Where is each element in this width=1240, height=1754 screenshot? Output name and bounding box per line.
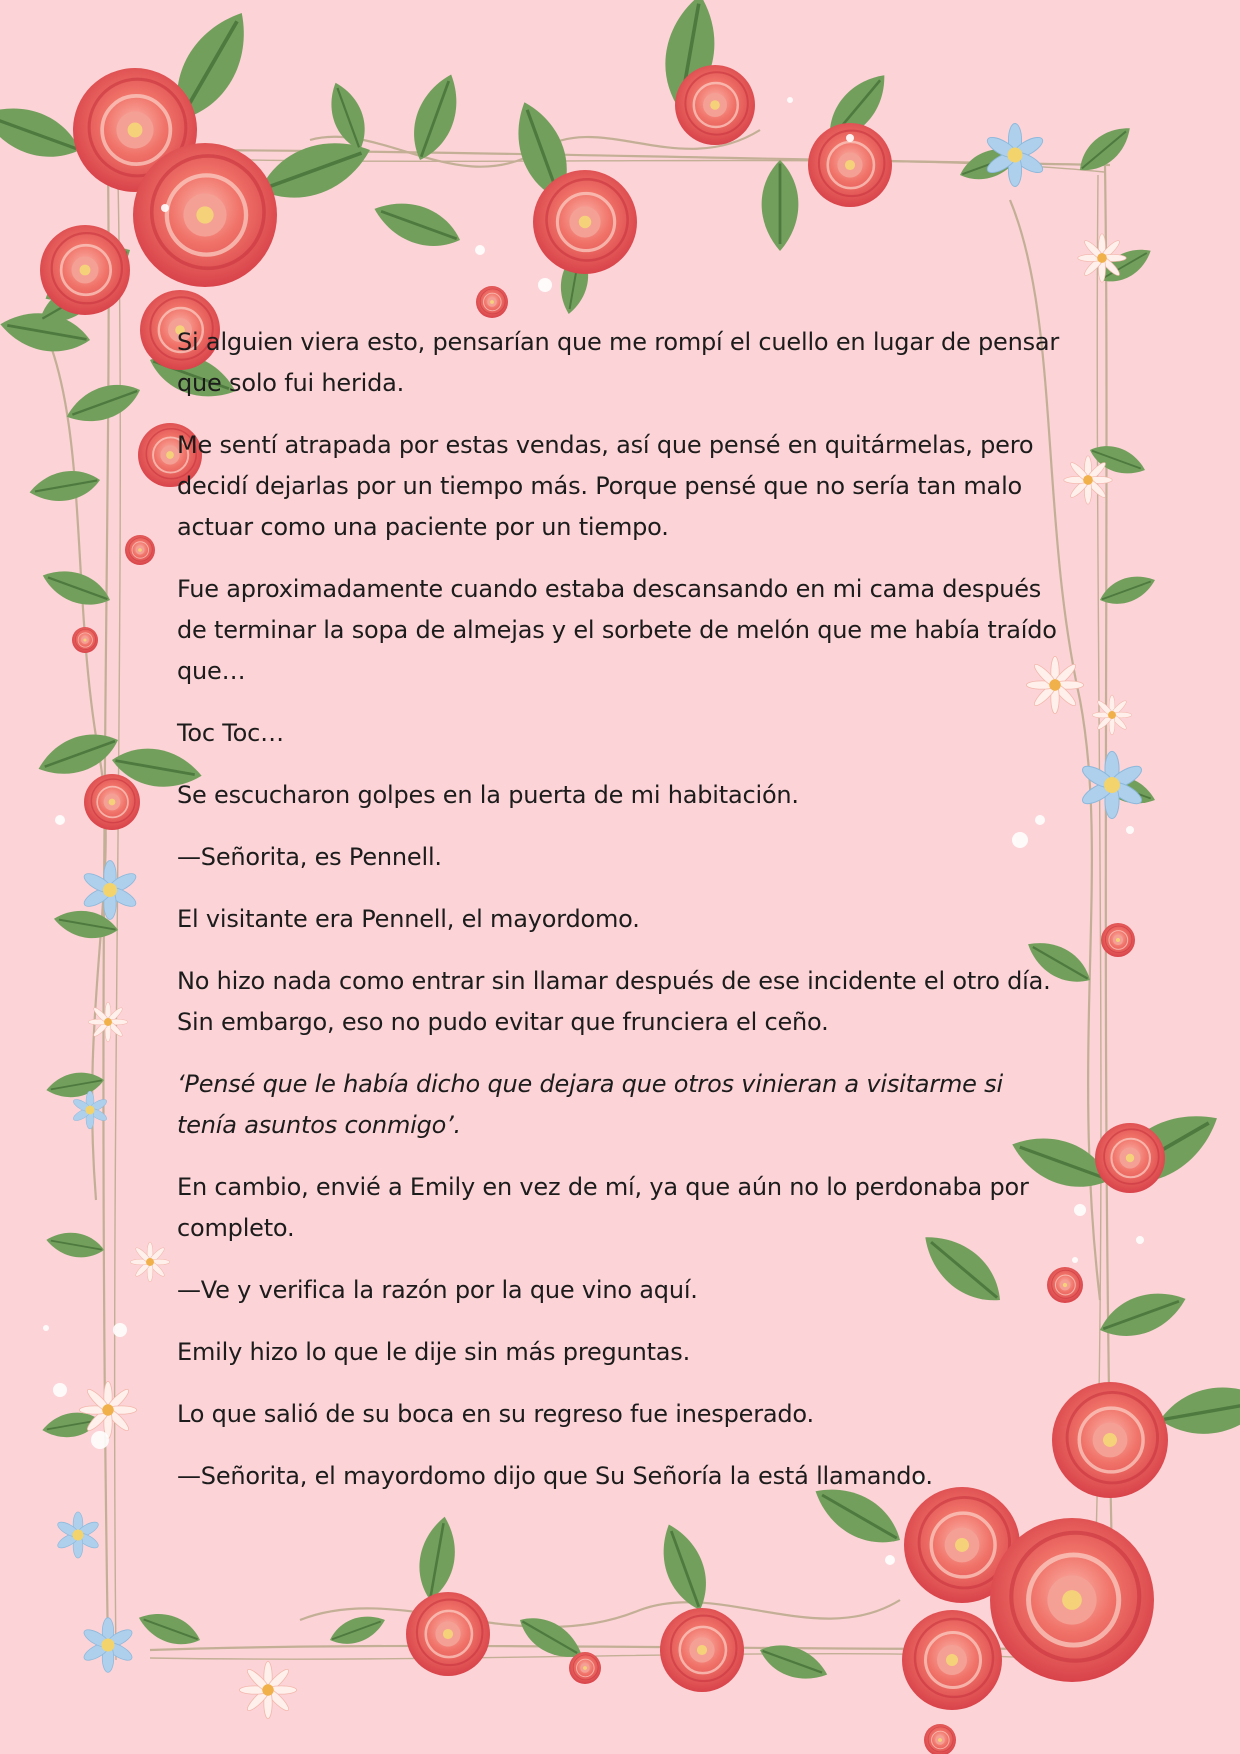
- story-paragraph: Se escucharon golpes en la puerta de mi habitación.: [177, 781, 799, 809]
- story-paragraph: ‘Pensé que le había dicho que dejara que otros vinieran a visitarme si tenía asuntos conmigo’.: [177, 1070, 1003, 1139]
- story-paragraph: En cambio, envié a Emily en vez de mí, ya que aún no lo perdonaba por completo.: [177, 1173, 1029, 1242]
- story-paragraph: Toc Toc…: [177, 719, 284, 747]
- story-paragraph: Emily hizo lo que le dije sin más preguntas.: [177, 1338, 691, 1366]
- story-paragraph: —Ve y verifica la razón por la que vino aquí.: [177, 1276, 698, 1304]
- story-paragraph: Lo que salió de su boca en su regreso fue inesperado.: [177, 1400, 814, 1428]
- story-paragraph: El visitante era Pennell, el mayordomo.: [177, 905, 640, 933]
- story-paragraph: Fue aproximadamente cuando estaba descansando en mi cama después de terminar la sopa de almejas y el sorbete de melón que me había traído que…: [177, 575, 1057, 685]
- story-paragraph: —Señorita, el mayordomo dijo que Su Señoría la está llamando.: [177, 1462, 933, 1490]
- story-paragraph: —Señorita, es Pennell.: [177, 843, 442, 871]
- story-paragraph: Si alguien viera esto, pensarían que me rompí el cuello en lugar de pensar que solo fui herida.: [177, 328, 1060, 397]
- story-paragraph: No hizo nada como entrar sin llamar después de ese incidente el otro día. Sin embargo, eso no pudo evitar que frunciera el ceño.: [177, 967, 1051, 1036]
- story-paragraph: Me sentí atrapada por estas vendas, así que pensé en quitármelas, pero decidí dejarlas por un tiempo más. Porque pensé que no sería tan malo actuar como una paciente por un tiempo.: [177, 431, 1034, 541]
- story-text: [177, 322, 1062, 1518]
